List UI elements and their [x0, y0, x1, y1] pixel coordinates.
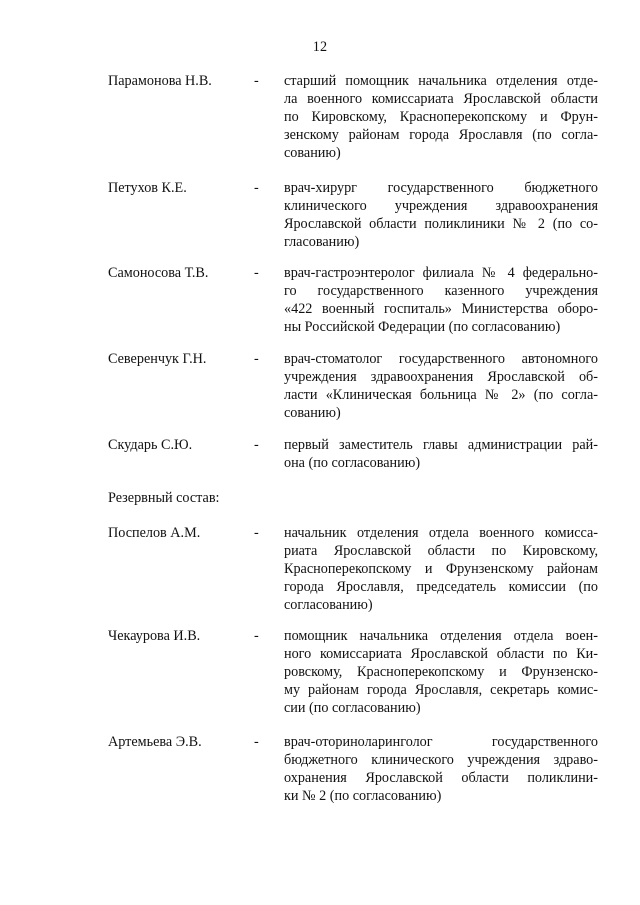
member-position: [284, 524, 598, 614]
position-line: сованию): [284, 145, 341, 161]
position-line: врач-хирург государственного бюджетного: [284, 180, 598, 196]
member-position: [284, 179, 598, 251]
member-dash: -: [254, 351, 259, 367]
member-name: Петухов К.Е.: [108, 180, 187, 196]
position-line: она (по согласованию): [284, 455, 421, 471]
member-name: Чекаурова И.В.: [108, 628, 201, 644]
position-line: начальник отделения отдела военного комисса-: [284, 525, 598, 541]
position-line: Красноперекопскому и Фрунзенскому районам: [284, 561, 598, 577]
position-line: му районам города Ярославля, секретарь комис-: [284, 682, 598, 698]
page-number: 12: [312, 39, 328, 55]
position-line: сии (по согласованию): [284, 700, 421, 716]
member-name: Скударь С.Ю.: [108, 437, 193, 453]
position-line: врач-стоматолог государственного автономного: [284, 351, 598, 367]
member-dash: -: [254, 628, 259, 644]
position-line: ки № 2 (по согласованию): [284, 788, 442, 804]
member-name: Поспелов А.М.: [108, 525, 201, 541]
member-dash: -: [254, 73, 259, 89]
member-name: Парамонова Н.В.: [108, 73, 212, 89]
position-line: согласованию): [284, 597, 373, 613]
member-position: [284, 350, 598, 422]
position-line: по Кировскому, Красноперекопскому и Фрун-: [284, 109, 598, 125]
position-line: Ярославской области поликлиники № 2 (по со-: [284, 216, 598, 232]
position-line: зенскому районам города Ярославля (по согла-: [284, 127, 598, 143]
position-line: риата Ярославской области по Кировскому,: [284, 543, 598, 559]
position-line: ного комиссариата Ярославской области по Ки-: [284, 646, 598, 662]
position-line: «422 военный госпиталь» Министерства оборо-: [284, 301, 598, 317]
member-name: Артемьева Э.В.: [108, 734, 202, 750]
position-line: гласованию): [284, 234, 360, 250]
reserve-heading: Резервный состав:: [108, 490, 220, 506]
member-dash: -: [254, 734, 259, 750]
member-dash: -: [254, 180, 259, 196]
member-dash: -: [254, 437, 259, 453]
position-line: ровскому, Красноперекопскому и Фрунзенско-: [284, 664, 598, 680]
member-position: [284, 733, 598, 805]
member-position: [284, 436, 598, 472]
position-line: врач-оториноларинголог государственного: [284, 734, 598, 750]
member-position: [284, 627, 598, 717]
member-dash: -: [254, 265, 259, 281]
position-line: ны Российской Федерации (по согласованию): [284, 319, 561, 335]
member-position: [284, 72, 598, 162]
position-line: охранения Ярославской области поликлини-: [284, 770, 598, 786]
position-line: бюджетного клинического учреждения здраво-: [284, 752, 598, 768]
position-line: города Ярославля, председатель комиссии (по: [284, 579, 598, 595]
position-line: сованию): [284, 405, 341, 421]
position-line: помощник начальника отделения отдела воен-: [284, 628, 598, 644]
member-name: Северенчук Г.Н.: [108, 351, 207, 367]
position-line: учреждения здравоохранения Ярославской об-: [284, 369, 598, 385]
position-line: старший помощник начальника отделения отде-: [284, 73, 598, 89]
position-line: первый заместитель главы администрации рай-: [284, 437, 598, 453]
position-line: врач-гастроэнтеролог филиала № 4 федерально-: [284, 265, 598, 281]
position-line: ласти «Клиническая больница № 2» (по согла-: [284, 387, 598, 403]
position-line: ла военного комиссариата Ярославской области: [284, 91, 598, 107]
position-line: го государственного казенного учреждения: [284, 283, 598, 299]
member-dash: -: [254, 525, 259, 541]
member-position: [284, 264, 598, 336]
member-name: Самоносова Т.В.: [108, 265, 209, 281]
position-line: клинического учреждения здравоохранения: [284, 198, 598, 214]
